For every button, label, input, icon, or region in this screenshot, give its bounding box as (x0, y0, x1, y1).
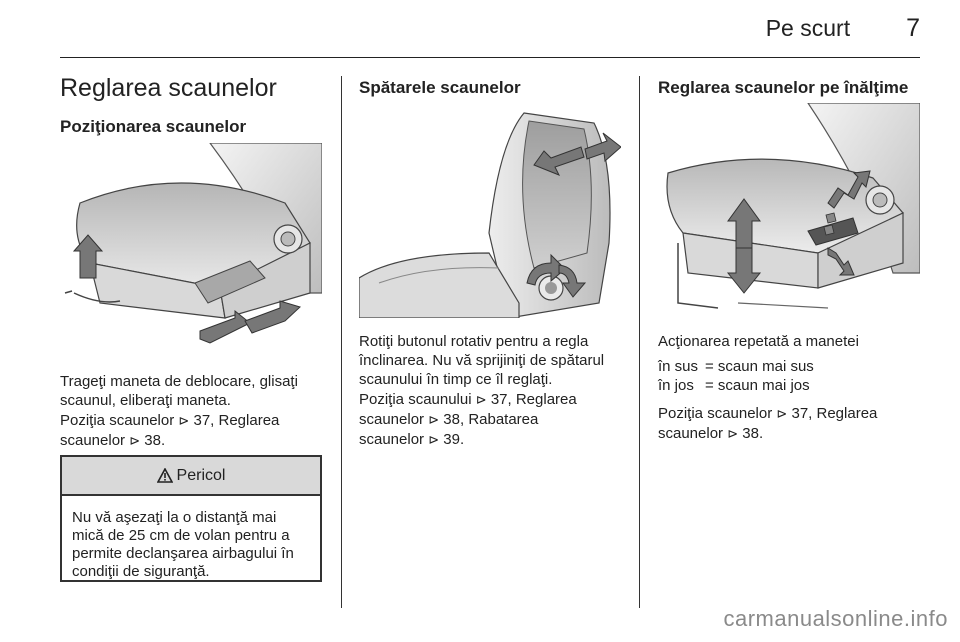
section-heading-positioning: Poziţionarea scaunelor (60, 117, 247, 136)
section-heading-height: Reglarea scaunelor pe înălţime (658, 78, 909, 97)
xref-arrow-icon: ⊳ (428, 433, 440, 448)
warning-triangle-icon (157, 468, 173, 483)
section-heading-backrest: Spătarele scaunelor (359, 78, 521, 97)
page-header (766, 14, 920, 43)
cross-reference: Poziţia scaunelor ⊳ 37, Reglarea scaunelor ⊳ 38. (60, 412, 280, 449)
cross-reference: Poziţia scaunelor ⊳ 37, Reglarea scaunelor ⊳ 38. (658, 405, 878, 442)
instruction-text: Rotiţi butonul rotativ pentru a regla înclinarea. Nu vă sprijiniţi de spătarul scaunului în timp ce îl reglaţi. (359, 333, 605, 388)
danger-box (60, 455, 322, 582)
definition-row-down: în jos = scaun mai jos (658, 377, 810, 394)
page-title: Reglarea scaunelor (60, 74, 277, 102)
xref-arrow-icon: ⊳ (475, 393, 487, 408)
section-title: Pe scurt (765, 15, 851, 41)
page-number: 7 (906, 14, 920, 42)
danger-title: Pericol (176, 466, 226, 484)
xref-arrow-icon: ⊳ (776, 407, 788, 422)
instruction-text: Acţionarea repetată a manetei (658, 333, 859, 350)
xref-arrow-icon: ⊳ (428, 413, 440, 428)
watermark: carmanualsonline.info (723, 606, 948, 631)
instruction-text: Trageţi maneta de deblocare, glisaţi scaunul, eliberaţi maneta. (60, 373, 298, 409)
column-divider (639, 76, 640, 608)
column-divider (341, 76, 342, 608)
danger-text: Nu vă aşezaţi la o distanţă mai mică de 25 cm de volan pentru a permite declanşarea airbagului în condiţii de siguranţă. (72, 509, 294, 580)
xref-arrow-icon: ⊳ (178, 414, 190, 429)
seat-positioning-illustration (60, 143, 322, 353)
danger-header (62, 457, 320, 496)
backrest-illustration (359, 103, 621, 318)
cross-reference: Poziţia scaunului ⊳ 37, Reglarea scaunelor ⊳ 38, Rabatarea scaunelor ⊳ 39. (359, 391, 577, 448)
xref-arrow-icon: ⊳ (129, 434, 141, 449)
definition-row-up: în sus = scaun mai sus (658, 358, 814, 375)
xref-arrow-icon: ⊳ (727, 427, 739, 442)
header-rule (60, 57, 920, 58)
seat-height-illustration (658, 103, 920, 318)
